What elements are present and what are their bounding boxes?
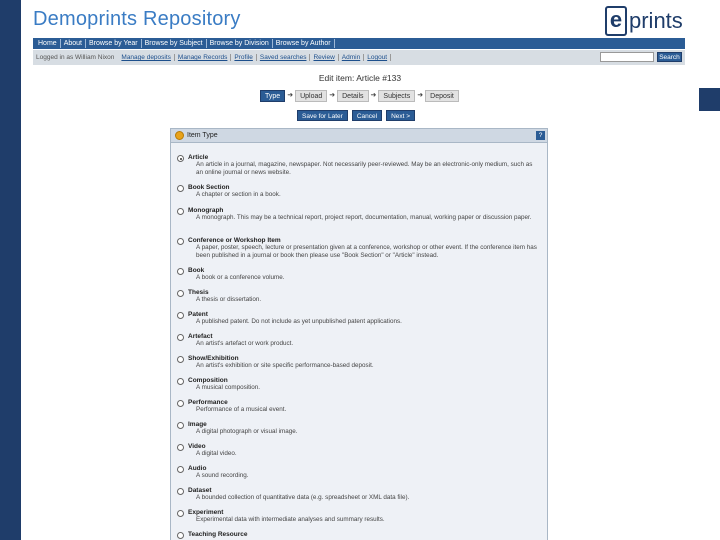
option-description: A paper, poster, speech, lecture or presentation given at a conference, workshop or other event. If the conference item has been published in a journal or book then please use "Book Section" or "Article" instead.	[196, 244, 537, 259]
radio-button[interactable]	[177, 185, 184, 192]
option-description: A digital photograph or visual image.	[196, 428, 298, 435]
option-description: A sound recording.	[196, 472, 249, 479]
option-description: A thesis or dissertation.	[196, 296, 262, 303]
workflow-steps	[260, 90, 459, 102]
option-label: Teaching Resource	[188, 531, 248, 538]
arrow-right-icon: ➜	[370, 92, 377, 99]
eprints-logo[interactable]	[605, 6, 687, 36]
nav-home[interactable]: Home	[35, 39, 61, 48]
help-icon[interactable]: ?	[536, 131, 545, 140]
logged-in-label: Logged in as William Nixon	[36, 54, 115, 61]
option-label: Book	[188, 267, 205, 274]
next-button[interactable]: Next >	[386, 110, 415, 121]
left-frame-band	[0, 0, 21, 540]
option-label: Composition	[188, 377, 228, 384]
radio-button[interactable]	[177, 238, 184, 245]
option-description: A digital video.	[196, 450, 237, 457]
item-type-panel	[170, 128, 548, 540]
page-title: Edit item: Article #133	[318, 73, 402, 83]
save-for-later-button[interactable]: Save for Later	[297, 110, 348, 121]
option-description: Performance of a musical event.	[196, 406, 287, 413]
option-description: A monograph. This may be a technical report, project report, documentation, manual, working paper or discussion paper.	[196, 214, 532, 221]
link-review[interactable]: Review	[310, 54, 338, 61]
radio-button[interactable]	[177, 268, 184, 275]
nav-browse-division[interactable]: Browse by Division	[207, 39, 273, 48]
option-label: Artefact	[188, 333, 213, 340]
option-label: Conference or Workshop Item	[188, 237, 281, 244]
nav-about[interactable]: About	[61, 39, 86, 48]
radio-button[interactable]	[177, 208, 184, 215]
right-frame-gap	[699, 111, 720, 540]
arrow-right-icon: ➜	[287, 92, 294, 99]
option-description: Experimental data with intermediate analyses and summary results.	[196, 516, 385, 523]
nav-browse-year[interactable]: Browse by Year	[86, 39, 142, 48]
radio-button[interactable]	[177, 400, 184, 407]
option-label: Patent	[188, 311, 208, 318]
radio-button[interactable]	[177, 510, 184, 517]
link-manage-records[interactable]: Manage Records	[175, 54, 232, 61]
radio-button[interactable]	[177, 466, 184, 473]
logo-text: prints	[629, 8, 683, 33]
option-label: Video	[188, 443, 206, 450]
main-page	[21, 0, 699, 540]
option-description: A published patent. Do not include as yet unpublished patent applications.	[196, 318, 402, 325]
radio-button[interactable]	[177, 290, 184, 297]
user-bar	[33, 50, 685, 65]
option-description: An artist's exhibition or site specific performance-based deposit.	[196, 362, 374, 369]
link-admin[interactable]: Admin	[339, 54, 364, 61]
radio-button[interactable]	[177, 378, 184, 385]
right-frame-band	[699, 0, 720, 540]
radio-button[interactable]	[177, 444, 184, 451]
option-description: A musical composition.	[196, 384, 261, 391]
right-frame-tab	[699, 88, 720, 111]
site-title[interactable]: Demoprints Repository	[33, 8, 241, 30]
step-details[interactable]: Details	[337, 90, 368, 102]
option-description: A book or a conference volume.	[196, 274, 285, 281]
step-upload[interactable]: Upload	[295, 90, 327, 102]
option-label: Monograph	[188, 207, 224, 214]
nav-browse-subject[interactable]: Browse by Subject	[142, 39, 207, 48]
link-logout[interactable]: Logout	[364, 54, 391, 61]
item-type-icon	[175, 131, 184, 140]
option-description: An artist's artefact or work product.	[196, 340, 294, 347]
action-buttons	[297, 110, 415, 121]
radio-button[interactable]	[177, 422, 184, 429]
link-saved-searches[interactable]: Saved searches	[257, 54, 311, 61]
radio-button[interactable]	[177, 312, 184, 319]
option-label: Experiment	[188, 509, 224, 516]
option-label: Performance	[188, 399, 228, 406]
radio-button[interactable]	[177, 334, 184, 341]
logo-e-letter: e	[605, 6, 627, 36]
option-label: Dataset	[188, 487, 212, 494]
radio-button-selected[interactable]	[177, 155, 184, 162]
option-description: A bounded collection of quantitative data (e.g. spreadsheet or XML data file).	[196, 494, 410, 501]
option-label: Image	[188, 421, 207, 428]
right-frame-notch	[699, 0, 720, 88]
main-navbar	[33, 38, 685, 49]
step-type[interactable]: Type	[260, 90, 285, 102]
link-profile[interactable]: Profile	[231, 54, 256, 61]
step-deposit[interactable]: Deposit	[425, 90, 459, 102]
cancel-button[interactable]: Cancel	[352, 110, 382, 121]
radio-button[interactable]	[177, 356, 184, 363]
search-input[interactable]	[600, 52, 654, 62]
panel-title: Item Type	[187, 132, 218, 139]
option-description: An article in a journal, magazine, newspaper. Not necessarily peer-reviewed. May be an electronic-only medium, such as an online journal or news website.	[196, 161, 533, 176]
option-label: Audio	[188, 465, 207, 472]
option-label: Book Section	[188, 184, 230, 191]
arrow-right-icon: ➜	[417, 92, 424, 99]
link-manage-deposits[interactable]: Manage deposits	[118, 54, 175, 61]
option-label: Article	[188, 154, 209, 161]
panel-header	[171, 129, 547, 143]
nav-browse-author[interactable]: Browse by Author	[273, 39, 335, 48]
step-subjects[interactable]: Subjects	[378, 90, 415, 102]
arrow-right-icon: ➜	[329, 92, 336, 99]
radio-button[interactable]	[177, 488, 184, 495]
option-label: Thesis	[188, 289, 209, 296]
option-label: Show/Exhibition	[188, 355, 239, 362]
option-description: A chapter or section in a book.	[196, 191, 281, 198]
radio-button[interactable]	[177, 532, 184, 539]
search-button[interactable]: Search	[657, 52, 682, 62]
